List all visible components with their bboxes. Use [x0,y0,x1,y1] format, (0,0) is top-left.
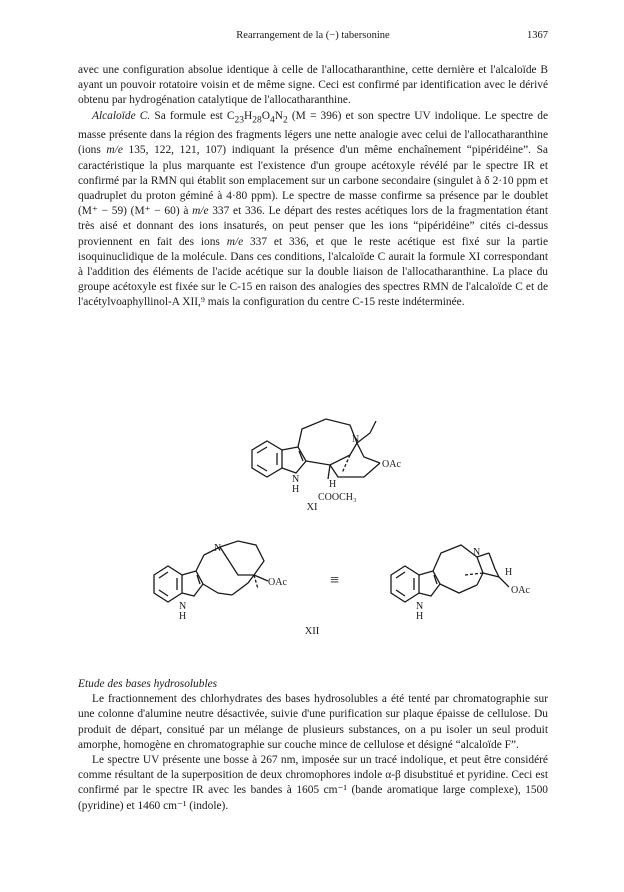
xii-left-h-indole: H [179,611,187,622]
text-block-bottom [78,677,548,814]
xii-right-n-top: N [473,547,481,558]
me-italic: m/e [226,235,244,248]
equivalence-sign: ≡ [330,572,340,589]
text-run: (M = 396) et son spectre UV indolique. Le spectre de masse présente dans la région des fragments légers une nette analogie avec celui de l'allocatharanthine (ions [78,109,548,157]
structure-xii-right [385,535,555,635]
text-block-top [78,63,548,311]
xii-left-n-top: N [214,543,222,554]
paragraph-4: Le spectre UV présente une bosse à 267 nm, imposée sur un tracé indolique, et peut être considéré comme résultant de la superposition de deux chromophores indole α-β disubstitué et pyridine. Ceci est confirmé par le spectre IR avec les bandes à 1605 cm⁻¹ (bande aromatique large complexe), 1500 (pyridine) et 1460 cm⁻¹ (indole). [78,754,548,812]
xii-left-n-indole: N [179,601,187,612]
xi-n-top: N [352,434,360,445]
me-italic: m/e [106,144,123,157]
xi-oac: OAc [382,459,401,470]
xi-ester: COOCH₃ [318,492,357,503]
formula-h: H [244,109,253,122]
formula-sub: 2 [282,114,288,125]
me-italic: m/e [192,205,209,218]
paragraph-3: Le fractionnement des chlorhydrates des bases hydrosolubles a été tenté par chromatographie sur une colonne d'alumine neutre désactivée, suivie d'une purification sur plaque épaisse de cellulose. Du produit de départ, consitué par un mélange de plusieurs substances, on a pu isoler un seul produit amorphe, homogène en chromatographie sur couche mince de cellulose et désigné “alcaloïde F”. [78,693,548,751]
formula-sub: 4 [270,114,275,125]
paragraph-1: avec une configuration absolue identique à celle de l'allocatharanthine, cette dernière et l'alcaloïde B ayant un pouvoir rotatoire voisin et de même signe. Ceci est confirmé par identification avec le dérivé obtenu par hydrogénation catalytique de l'allocatharanthine. [78,64,548,107]
xii-right-oac: OAc [511,585,530,596]
text-run: 135, 122, 121, 107) indiquant la présence d'un même enchaînement “pipéridéine”. Sa caractéristique la plus marquante est l'existence d'un groupe acétoxyle révélé par le spectre IR et confirmé par la RMN qui établit son emplacement sur un carbone secondaire (singulet à δ 2·10 ppm et quadruplet du proton géminé à 4·80 ppm). Le spectre de masse confirme sa présence par le doublet (M⁺ − 59) (M⁺ − 60) à [78,144,548,218]
alkaloid-c-heading: Alcaloïde C. [92,109,151,122]
paragraph-2 [78,109,548,311]
formula-sub: 28 [252,114,262,125]
xii-right-n-indole: N [416,601,424,612]
xi-h-indole: H [292,484,300,495]
running-header [78,30,548,46]
xii-right-h-indole: H [416,611,424,622]
text-run: 337 et 336. Le départ des restes acétiques lors de la fragmentation étant très aisé et donnant des ions insaturés, on peut penser que les ions “pipéridéine” cités ci-dessus proviennent en fait des ions [78,205,548,248]
structure-xi-label: XI [306,502,318,513]
formula-o: O [261,109,270,122]
running-title: Rearrangement de la (−) tabersonine [236,30,390,41]
xii-right-h: H [505,567,513,578]
xii-left-oac: OAc [268,577,287,588]
formula-text: Sa formule est C [150,109,235,122]
structure-xii-left [148,535,308,635]
xi-h-bridge: H [329,479,337,490]
section-heading: Etude des bases hydrosolubles [78,678,218,690]
formula-sub: 23 [234,114,245,125]
xi-n-indole: N [292,474,300,485]
text-run: 337 et 336, et que le reste acétique est fixé sur la partie isoquinuclidique de la molécule. Dans ces conditions, l'alcaloïde C aurait la formule XI correspondant à l'addition des éléments de l'acide acétique sur la double liaison de l'allocatharanthine. La place du groupe acétoxyle est fixée sur le C-15 en raison des analogies des spectres RMN de l'alcaloïde C et de l'acétylvoaphyllinol-A XII,⁹ mais la configuration du centre C-15 reste indéterminée. [78,235,548,309]
page-number: 1367 [527,30,548,41]
structure-xii-label: XII [304,626,320,637]
formula-n: N [274,109,283,122]
